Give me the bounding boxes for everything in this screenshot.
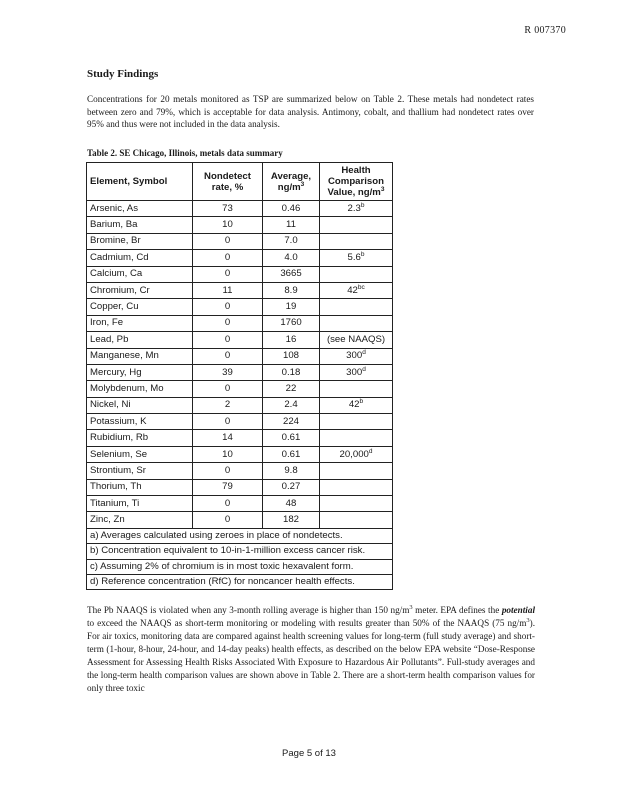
cell-average: 182 [263,512,320,528]
cell-average: 8.9 [263,282,320,298]
cell-average: 19 [263,299,320,315]
cell-average: 0.27 [263,479,320,495]
cell-health [320,315,393,331]
cell-health-footnote: d [362,349,366,357]
cell-nondetect: 0 [193,512,263,528]
cell-health-footnote: b [359,398,364,406]
cell-nondetect: 11 [193,282,263,298]
cell-health [320,201,393,217]
cell-health [320,381,393,397]
cell-average: 1760 [263,315,320,331]
cell-element: Cadmium, Cd [87,250,193,266]
cell-health-value: 42 [347,284,358,296]
cell-average: 3665 [263,266,320,282]
cell-average: 22 [263,381,320,397]
table-row [87,414,393,430]
cell-nondetect: 0 [193,348,263,364]
cell-average: 7.0 [263,233,320,249]
cell-health-footnote: d [362,365,366,373]
header-element: Element, Symbol [87,163,193,201]
cell-average: 11 [263,217,320,233]
cell-nondetect: 79 [193,479,263,495]
cell-element: Strontium, Sr [87,463,193,479]
table-row [87,496,393,512]
cell-element: Molybdenum, Mo [87,381,193,397]
cell-element: Rubidium, Rb [87,430,193,446]
cell-average: 16 [263,332,320,348]
cell-average: 0.18 [263,364,320,380]
cell-nondetect: 10 [193,446,263,462]
cell-nondetect: 0 [193,496,263,512]
cell-nondetect: 0 [193,381,263,397]
cell-health [320,463,393,479]
cell-health [320,512,393,528]
cell-nondetect: 0 [193,266,263,282]
cell-average: 4.0 [263,250,320,266]
cell-health [320,430,393,446]
header-average [263,163,320,201]
cell-element: Thorium, Th [87,479,193,495]
cell-health-value: 42 [348,399,360,411]
body-paragraph [87,604,535,695]
cell-nondetect: 14 [193,430,263,446]
cell-element: Bromine, Br [87,233,193,249]
cell-nondetect: 0 [193,463,263,479]
table-row [87,299,393,315]
cell-element: Titanium, Ti [87,496,193,512]
paragraph-part-2: meter. EPA defines the [412,605,502,615]
cell-element: Arsenic, As [87,201,193,217]
cell-element: Mercury, Hg [87,364,193,380]
table-notes [87,528,393,590]
cell-average: 9.8 [263,463,320,479]
cell-average: 0.46 [263,201,320,217]
cell-average: 0.61 [263,446,320,462]
table-note: b) Concentration equivalent to 10-in-1-million excess cancer risk. [87,544,393,559]
cell-health [320,496,393,512]
cell-health-value: (see NAAQS) [326,333,386,345]
table-note: c) Assuming 2% of chromium is in most toxic hexavalent form. [87,559,393,574]
cell-nondetect: 73 [193,201,263,217]
cell-nondetect: 0 [193,299,263,315]
table-note-row [87,574,393,589]
cell-health [320,332,393,348]
cell-health-value: 5.6 [347,251,361,263]
table-row [87,397,393,413]
table-row [87,217,393,233]
cell-element: Zinc, Zn [87,512,193,528]
cell-health [320,479,393,495]
cell-health [320,266,393,282]
table-row [87,348,393,364]
header-average-text: Average, ng/m [270,170,312,193]
table-row [87,479,393,495]
paragraph-sup-2: 3 [526,616,530,624]
cell-health-footnote: d [368,447,373,455]
table-note-row [87,559,393,574]
cell-nondetect: 0 [193,332,263,348]
cell-average: 108 [263,348,320,364]
table-row [87,512,393,528]
table-row [87,446,393,462]
cell-health-footnote: bc [357,283,365,291]
cell-health-footnote: b [360,201,365,209]
table-row [87,250,393,266]
header-health-text: Health Comparison Value, ng/m [327,165,384,198]
cell-element: Copper, Cu [87,299,193,315]
cell-health [320,348,393,364]
paragraph-part-1: The Pb NAAQS is violated when any 3-month rolling average is higher than 150 ng/m [87,605,410,615]
cell-health [320,397,393,413]
cell-average: 2.4 [263,397,320,413]
table-row [87,381,393,397]
table-header-row [87,163,393,201]
table-row [87,463,393,479]
cell-element: Chromium, Cr [87,282,193,298]
cell-health-footnote: b [360,250,365,258]
table-note-row [87,528,393,543]
page-number: Page 5 of 13 [282,748,336,759]
cell-health [320,364,393,380]
cell-health-value: 20,000 [339,448,369,460]
table-caption: Table 2. SE Chicago, Illinois, metals data summary [87,148,283,158]
cell-health [320,250,393,266]
cell-health [320,217,393,233]
cell-nondetect: 39 [193,364,263,380]
table-row [87,332,393,348]
cell-nondetect: 0 [193,233,263,249]
cell-element: Nickel, Ni [87,397,193,413]
cell-health [320,446,393,462]
cell-health-value: 2.3 [347,202,361,214]
table-note: d) Reference concentration (RfC) for noncancer health effects. [87,574,393,589]
cell-element: Iron, Fe [87,315,193,331]
cell-nondetect: 10 [193,217,263,233]
cell-element: Barium, Ba [87,217,193,233]
cell-health [320,282,393,298]
document-id: R 007370 [524,25,566,36]
cell-element: Potassium, K [87,414,193,430]
paragraph-part-4: ). For air toxics, monitoring data are compared against health screening values for long-term (full study average) and short-term (1-hour, 8-hour, 24-hour, and 14-day peaks) health effects, as described on the below EPA website “Dose-Response Assessment for Assessing Health Risks Associated With Exposure to Hazardous Air Pollutants”. Full-study averages and the long-term health comparison values are shown above in Table 2. There are a short-term health comparison values for only three toxic [87,618,535,693]
paragraph-emphasis: potential [501,605,535,615]
cell-health [320,233,393,249]
intro-paragraph: Concentrations for 20 metals monitored as TSP are summarized below on Table 2. These metals had nondetect rates between zero and 79%, which is acceptable for data analysis. Antimony, cobalt, and thallium had nondetect rates over 95% and thus were not included in the data analysis. [87,94,534,129]
table-row [87,201,393,217]
cell-average: 224 [263,414,320,430]
table-row [87,364,393,380]
header-nondetect: Nondetect rate, % [193,163,263,201]
table-note-row [87,544,393,559]
table-row [87,266,393,282]
table-row [87,430,393,446]
cell-nondetect: 0 [193,414,263,430]
cell-health [320,299,393,315]
table-row [87,282,393,298]
cell-average: 48 [263,496,320,512]
metals-data-table [86,162,393,590]
header-health [320,163,393,201]
cell-element: Selenium, Se [87,446,193,462]
table-body [87,201,393,529]
header-average-sup: 3 [300,180,305,188]
cell-nondetect: 0 [193,315,263,331]
paragraph-part-3: to exceed the NAAQS as short-term monitoring or modeling with results greater than 50% of the NAAQS (75 ng/m [87,618,527,628]
header-health-sup: 3 [380,185,385,193]
table-row [87,315,393,331]
section-heading: Study Findings [87,68,159,80]
cell-health-value: 300 [346,350,363,362]
cell-nondetect: 2 [193,397,263,413]
cell-average: 0.61 [263,430,320,446]
cell-health-value: 300 [346,366,363,378]
cell-nondetect: 0 [193,250,263,266]
cell-health [320,414,393,430]
cell-element: Lead, Pb [87,332,193,348]
table-row [87,233,393,249]
cell-element: Calcium, Ca [87,266,193,282]
cell-element: Manganese, Mn [87,348,193,364]
table-note: a) Averages calculated using zeroes in place of nondetects. [87,528,393,543]
paragraph-sup-1: 3 [409,603,413,611]
